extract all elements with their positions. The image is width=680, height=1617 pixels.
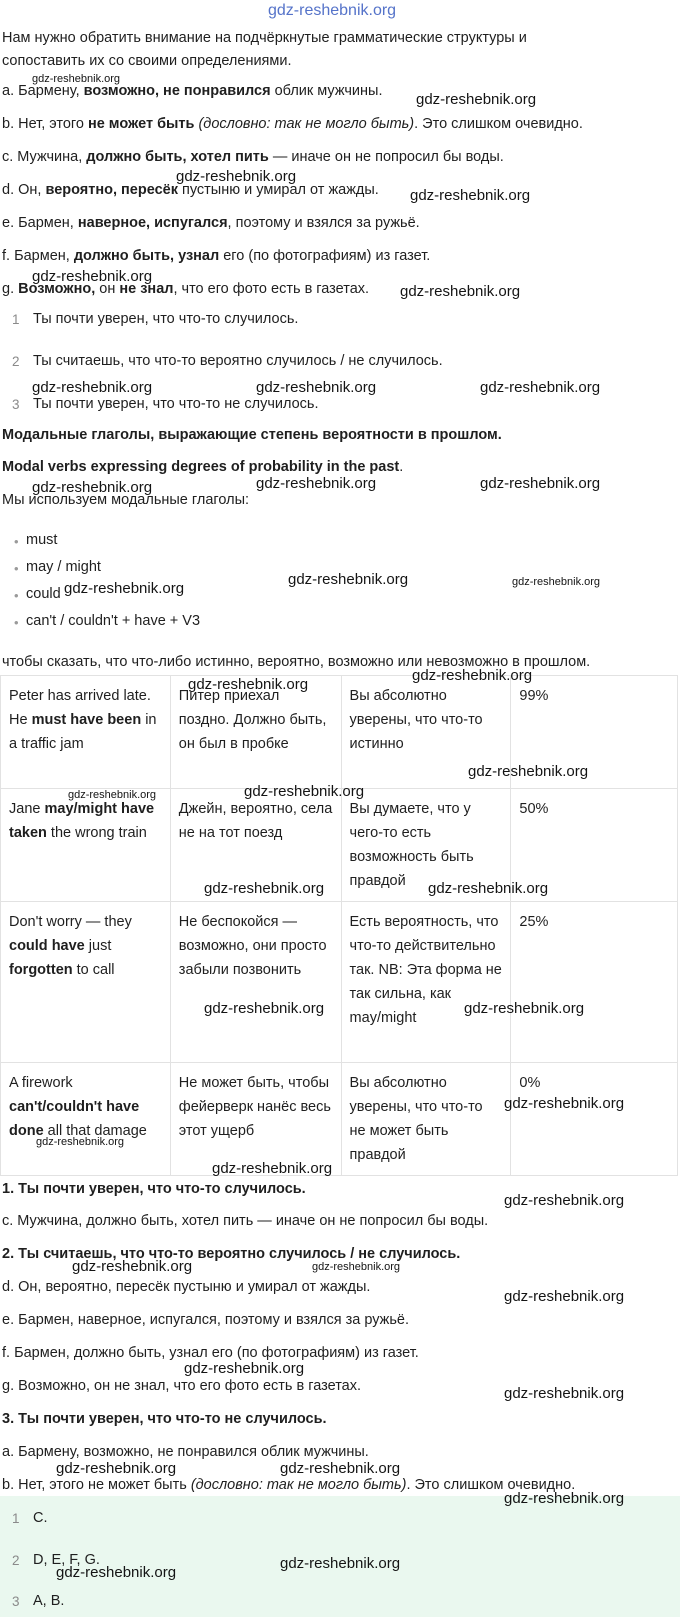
- heading-ru: Модальные глаголы, выражающие степень вероятности в прошлом.: [2, 427, 502, 443]
- table-cell-percent: 25%: [511, 902, 678, 1063]
- watermark: gdz-reshebnik.org: [176, 168, 297, 185]
- watermark: gdz-reshebnik.org: [464, 1000, 585, 1017]
- watermark: gdz-reshebnik.org: [72, 1258, 193, 1275]
- table-cell-english: Don't worry — they could have just forgotten to call: [1, 902, 171, 1063]
- sentence-e: e. Бармен, наверное, испугался, поэтому и взялся за ружьё.: [2, 215, 420, 231]
- watermark: gdz-reshebnik.org: [504, 1192, 625, 1209]
- number-label: 3: [12, 1594, 20, 1609]
- watermark: gdz-reshebnik.org: [256, 379, 377, 396]
- answer-heading-1: 1. Ты почти уверен, что что-то случилось.: [2, 1181, 306, 1197]
- table-cell-russian: Не может быть, чтобы фейерверк нанёс весь этот ущерб: [170, 1063, 341, 1176]
- watermark: gdz-reshebnik.org: [312, 1261, 401, 1273]
- bullet-dot: •: [14, 615, 19, 630]
- number-label: 1: [12, 1511, 20, 1526]
- lead-text: Мы используем модальные глаголы:: [2, 492, 250, 508]
- watermark: gdz-reshebnik.org: [32, 379, 153, 396]
- watermark: gdz-reshebnik.org: [56, 1564, 177, 1581]
- watermark: gdz-reshebnik.org: [480, 475, 601, 492]
- watermark: gdz-reshebnik.org: [412, 667, 533, 684]
- answer-c: c. Мужчина, должно быть, хотел пить — иначе он не попросил бы воды.: [2, 1213, 489, 1229]
- answer-f: f. Бармен, должно быть, узнал его (по фотографиям) из газет.: [2, 1345, 419, 1361]
- watermark: gdz-reshebnik.org: [32, 73, 121, 85]
- watermark: gdz-reshebnik.org: [204, 1000, 325, 1017]
- table-cell-meaning: Есть вероятность, что что-то действительно так. NB: Эта форма не так сильна, как may/might: [341, 902, 511, 1063]
- numbered-text: Ты почти уверен, что что-то случилось.: [33, 311, 299, 327]
- watermark: gdz-reshebnik.org: [256, 475, 377, 492]
- watermark: gdz-reshebnik.org: [280, 1555, 401, 1572]
- sentence-g: g. Возможно, он не знал, что его фото есть в газетах.: [2, 281, 370, 297]
- intro-line-1: Нам нужно обратить внимание на подчёркнутые грамматические структуры и: [2, 30, 527, 46]
- sentence-b: b. Нет, этого не может быть (дословно: так не могло быть). Это слишком очевидно.: [2, 116, 583, 132]
- watermark: gdz-reshebnik.org: [56, 1460, 177, 1477]
- watermark: gdz-reshebnik.org: [184, 1360, 305, 1377]
- table-cell-english: Peter has arrived late. He must have been in a traffic jam: [1, 676, 171, 789]
- after-bullets-text: чтобы сказать, что что-либо истинно, вероятно, возможно или невозможно в прошлом.: [2, 654, 591, 670]
- bullet-text: must: [26, 532, 58, 548]
- watermark: gdz-reshebnik.org: [468, 763, 589, 780]
- sentence-f: f. Бармен, должно быть, узнал его (по фотографиям) из газет.: [2, 248, 431, 264]
- numbered-text: Ты считаешь, что что-то вероятно случилось / не случилось.: [33, 353, 443, 369]
- watermark: gdz-reshebnik.org: [504, 1490, 625, 1507]
- answer-g: g. Возможно, он не знал, что его фото есть в газетах.: [2, 1378, 362, 1394]
- table-cell-meaning: Вы абсолютно уверены, что что-то не может быть правдой: [341, 1063, 511, 1176]
- sentence-c: c. Мужчина, должно быть, хотел пить — иначе он не попросил бы воды.: [2, 149, 504, 165]
- watermark: gdz-reshebnik.org: [428, 880, 549, 897]
- numbered-text: Ты почти уверен, что что-то не случилось.: [33, 396, 319, 412]
- watermark: gdz-reshebnik.org: [512, 576, 601, 588]
- sentence-d: d. Он, вероятно, пересёк пустыню и умирал от жажды.: [2, 182, 379, 198]
- watermark: gdz-reshebnik.org: [36, 1136, 125, 1148]
- sentence-a: a. Бармену, возможно, не понравился облик мужчины.: [2, 83, 383, 99]
- table-cell-percent: 0%: [511, 1063, 678, 1176]
- final-text: C.: [33, 1510, 48, 1526]
- answer-heading-2: 2. Ты считаешь, что что-то вероятно случилось / не случилось.: [2, 1246, 461, 1262]
- answer-d: d. Он, вероятно, пересёк пустыню и умирал от жажды.: [2, 1279, 371, 1295]
- final-text: D, E, F, G.: [33, 1552, 100, 1568]
- table-row: [1, 902, 678, 1063]
- final-text: A, B.: [33, 1593, 65, 1609]
- bullet-text: can't / couldn't + have + V3: [26, 613, 201, 629]
- bullet-dot: •: [14, 534, 19, 549]
- heading-en: Modal verbs expressing degrees of probability in the past.: [2, 459, 404, 475]
- watermark: gdz-reshebnik.org: [64, 580, 185, 597]
- watermark: gdz-reshebnik.org: [400, 283, 521, 300]
- table-cell-english: Jane may/might have taken the wrong train: [1, 789, 171, 902]
- table-cell-meaning: Вы думаете, что у чего-то есть возможность быть правдой: [341, 789, 511, 902]
- bullet-dot: •: [14, 561, 19, 576]
- number-label: 1: [12, 312, 20, 327]
- answer-e: e. Бармен, наверное, испугался, поэтому и взялся за ружьё.: [2, 1312, 410, 1328]
- table-cell-russian: Не беспокойся — возможно, они просто забыли позвонить: [170, 902, 341, 1063]
- number-label: 3: [12, 397, 20, 412]
- table-cell-percent: 99%: [511, 676, 678, 789]
- watermark: gdz-reshebnik.org: [504, 1385, 625, 1402]
- table-cell-russian: Джейн, вероятно, села не на тот поезд: [170, 789, 341, 902]
- intro-line-2: сопоставить их со своими определениями.: [2, 53, 292, 69]
- watermark: gdz-reshebnik.org: [32, 479, 153, 496]
- table-cell-meaning: Вы абсолютно уверены, что что-то истинно: [341, 676, 511, 789]
- watermark: gdz-reshebnik.org: [244, 783, 365, 800]
- table-cell-russian: Питер приехал поздно. Должно быть, он был в пробке: [170, 676, 341, 789]
- watermark: gdz-reshebnik.org: [410, 187, 531, 204]
- number-label: 2: [12, 354, 20, 369]
- watermark: gdz-reshebnik.org: [212, 1160, 333, 1177]
- watermark-top: gdz-reshebnik.org: [268, 2, 397, 19]
- answer-a: a. Бармену, возможно, не понравился облик мужчины.: [2, 1444, 369, 1460]
- answer-heading-3: 3. Ты почти уверен, что что-то не случилось.: [2, 1411, 327, 1427]
- table-cell-english: A firework can't/couldn't have done all that damage: [1, 1063, 171, 1176]
- watermark: gdz-reshebnik.org: [68, 789, 157, 801]
- watermark: gdz-reshebnik.org: [280, 1460, 401, 1477]
- bullet-dot: •: [14, 588, 19, 603]
- watermark: gdz-reshebnik.org: [416, 91, 537, 108]
- bullet-text: may / might: [26, 559, 101, 575]
- answer-b: b. Нет, этого не может быть (дословно: так не могло быть). Это слишком очевидно.: [2, 1477, 576, 1493]
- table-row: [1, 1063, 678, 1176]
- watermark: gdz-reshebnik.org: [480, 379, 601, 396]
- watermark: gdz-reshebnik.org: [504, 1095, 625, 1112]
- watermark: gdz-reshebnik.org: [288, 571, 409, 588]
- watermark: gdz-reshebnik.org: [204, 880, 325, 897]
- table-row: [1, 789, 678, 902]
- watermark: gdz-reshebnik.org: [32, 268, 153, 285]
- table-cell-percent: 50%: [511, 789, 678, 902]
- watermark: gdz-reshebnik.org: [504, 1288, 625, 1305]
- watermark: gdz-reshebnik.org: [188, 676, 309, 693]
- number-label: 2: [12, 1553, 20, 1568]
- bullet-text: could: [26, 586, 61, 602]
